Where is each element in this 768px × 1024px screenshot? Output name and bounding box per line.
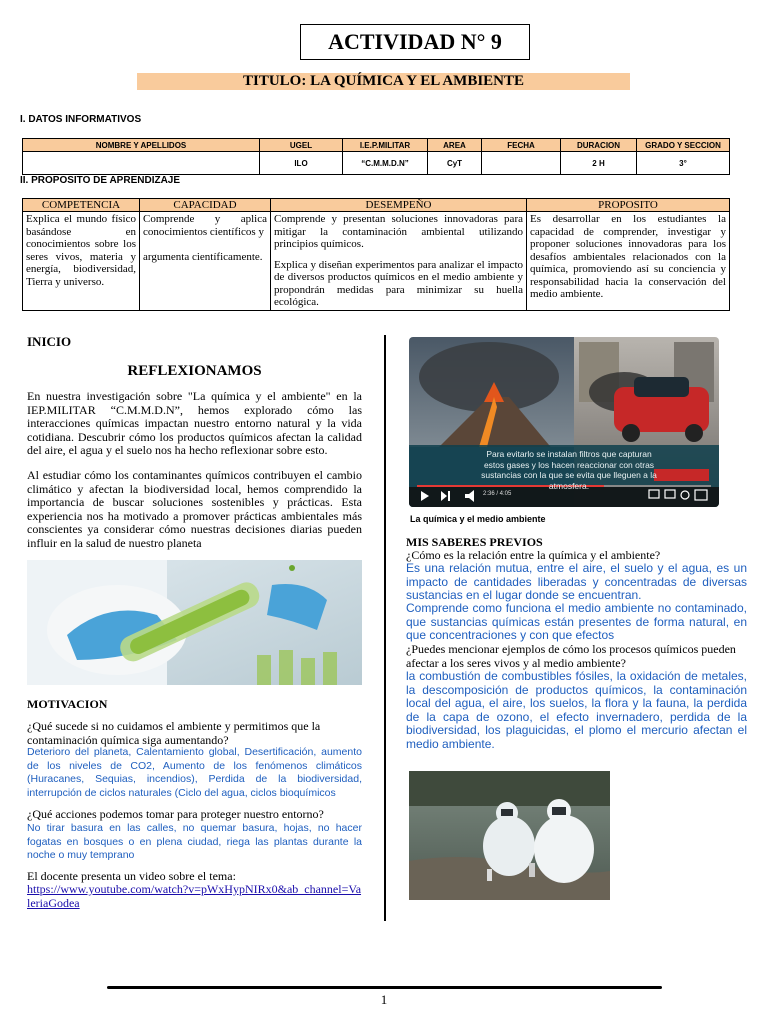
purpose-header-desempeno: DESEMPEÑO — [271, 199, 527, 212]
answer-4: la combustión de combustibles fósiles, la oxidación de metales, la descomposición de productos químicos, la contaminación local del agua, el aire, los suelos, la flora y la fauna, la perdida de la capa de ozono, el efecto invernadero, perdida de la biodiversidad, los plaguicidas, el plomo el mercurio afectan el medio ambiente. — [406, 669, 747, 751]
info-header-ugel: UGEL — [260, 139, 343, 152]
saberes-heading: MIS SABERES PREVIOS — [406, 535, 543, 549]
info-table — [22, 138, 730, 175]
purpose-header-proposito: PROPOSITO — [527, 199, 730, 212]
info-header-grado: GRADO Y SECCION — [637, 139, 730, 152]
activity-title: ACTIVIDAD N° 9 — [300, 24, 530, 60]
inicio-heading: INICIO — [27, 334, 72, 349]
reflexion-paragraph-1: En nuestra investigación sobre "La química y el ambiente" en la IEP.MILITAR “C.M.M.D.N”, hemos explorado cómo las interacciones químicas impactan nuestro entorno natural y la vida cotidiana. Descubrir cómo los productos químicos afectan la calidad del aire, el agua y el suelo nos ha hecho reflexionar sobre esto. — [27, 389, 362, 457]
purpose-cell-competencia: Explica el mundo físico basándose en conocimientos sobre los seres vivos, materia y energía, biodiversidad, Tierra y universo. — [23, 212, 140, 311]
question-3: ¿Cómo es la relación entre la química y el ambiente? — [406, 548, 661, 562]
reflexionamos-heading: REFLEXIONAMOS — [127, 363, 262, 379]
info-cell-area: CyT — [428, 152, 482, 175]
water-sampling-image — [409, 771, 610, 900]
page-number: 1 — [380, 992, 388, 1007]
purpose-header-competencia: COMPETENCIA — [23, 199, 140, 212]
answer-1: Deterioro del planeta, Calentamiento global, Desertificación, aumento de los niveles de CO2, Aumento de los fenómenos climáticos (Huracanes, Sequias, incendios), Perdida de la biodiversidad, interrupción de ciclos naturales (Ciclo del agua, ciclos bioquímicos — [27, 746, 362, 799]
answer-3b: Comprende como funciona el medio ambiente no contaminado, que sustancias químicas están presentes de forma natural, en que concentraciones y con que efectos — [406, 601, 747, 642]
info-cell-grado: 3° — [637, 152, 730, 175]
answer-3a: Es una relación mutua, entre el aire, el suelo y el agua, es un impacto de cantidades liberadas y concentradas de diversas sustancias en el lugar donde se encuentran. — [406, 561, 747, 602]
info-header-fecha: FECHA — [482, 139, 561, 152]
footer-rule — [107, 986, 662, 989]
desempeno-text-1: Comprende y presentan soluciones innovadoras para mitigar la contaminación ambiental utilizando principios químicos. — [274, 213, 523, 250]
reflexion-paragraph-2: Al estudiar cómo los contaminantes químicos contribuyen el cambio climático y afectan la biodiversidad local, hemos comprendido la importancia de buscar soluciones sostenibles y prácticas. Esta experiencia nos ha motivado a promover prácticas ambientales más conscientes ya considerar cómo nuestras decisiones diarias pueden influir en la salud de nuestro planeta — [27, 468, 362, 550]
question-4: ¿Puedes mencionar ejemplos de cómo los procesos químicos pueden afectar a los seres vivos y al medio ambiente? — [406, 642, 736, 670]
info-header-duracion: DURACION — [561, 139, 637, 152]
info-cell-fecha — [482, 152, 561, 175]
column-divider — [384, 335, 386, 921]
question-2: ¿Qué acciones podemos tomar para proteger nuestro entorno? — [27, 807, 324, 821]
purpose-cell-desempeno — [271, 212, 527, 311]
video-caption: La química y el medio ambiente — [410, 514, 546, 524]
info-header-nombre: NOMBRE Y APELLIDOS — [23, 139, 260, 152]
video-subtitle-text: Para evitarlo se instalan filtros que capturan estos gases y los hacen reaccionar con otras sustancias con la que se evita que lleguen a la atmosfera. — [481, 449, 657, 491]
purpose-cell-capacidad — [140, 212, 271, 311]
purpose-table — [22, 198, 730, 311]
purpose-header-capacidad: CAPACIDAD — [140, 199, 271, 212]
question-1: ¿Qué sucede si no cuidamos el ambiente y permitimos que la contaminación química siga aumentando? — [27, 719, 321, 747]
lab-scientist-image — [27, 560, 362, 685]
section-proposito: II. PROPOSITO DE APRENDIZAJE — [20, 175, 181, 186]
desempeno-text-2: Explica y diseñan experimentos para analizar el impacto de diversos productos químicos en el medio ambiente y propondrán medidas para minimizar su huella ecológica. — [274, 258, 523, 308]
info-cell-iep: “C.M.M.D.N” — [343, 152, 428, 175]
video-player[interactable] — [409, 337, 719, 507]
info-cell-ugel: ILO — [260, 152, 343, 175]
video-time: 2:36 / 4:05 — [483, 491, 512, 497]
video-intro-text: El docente presenta un video sobre el tema: — [27, 869, 236, 883]
capacidad-text-2: argumenta científicamente. — [143, 251, 263, 263]
lab-scientist-illustration — [27, 560, 362, 685]
motivacion-heading: MOTIVACION — [27, 697, 108, 711]
video-link[interactable]: https://www.youtube.com/watch?v=pWxHypNIRx0&ab_channel=ValeriaGodea — [27, 882, 362, 910]
section-datos-informativos: I. DATOS INFORMATIVOS — [20, 114, 142, 125]
water-sampling-illustration — [409, 771, 610, 900]
info-header-iep: I.E.P.MILITAR — [343, 139, 428, 152]
activity-subtitle: TITULO: LA QUÍMICA Y EL AMBIENTE — [137, 73, 630, 90]
purpose-cell-proposito: Es desarrollar en los estudiantes la capacidad de comprender, investigar y proponer soluciones innovadoras para los desafíos ambientales relacionados con la química, promoviendo así su conciencia y responsabilidad hacia la conservación del medio ambiente. — [527, 212, 730, 311]
info-cell-duracion: 2 H — [561, 152, 637, 175]
capacidad-text-1: Comprende y aplica conocimientos científicos y — [143, 213, 267, 238]
info-cell-nombre — [23, 152, 260, 175]
answer-2: No tirar basura en las calles, no quemar basura, hojas, no hacer fogatas en bosques o en plena ciudad, riega las plantas durante la noche o muy temprano — [27, 822, 362, 861]
info-header-area: AREA — [428, 139, 482, 152]
